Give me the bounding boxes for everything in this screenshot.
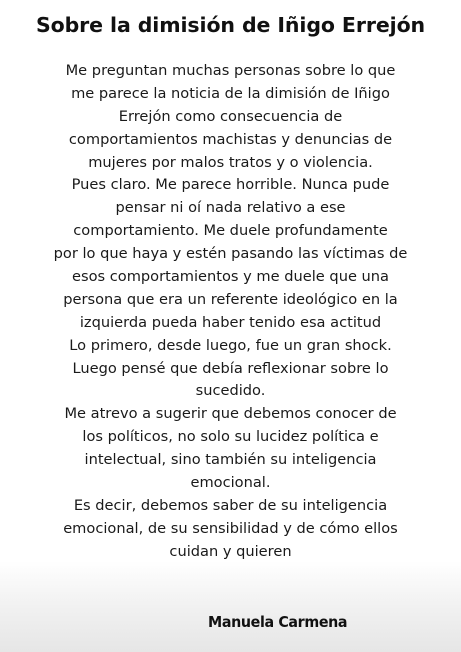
document-title: Sobre la dimisión de Iñigo Errejón — [35, 13, 426, 37]
body-line: Pues claro. Me parece horrible. Nunca pude — [71, 176, 390, 194]
body-line: esos comportamientos y me duele que una — [71, 268, 389, 286]
body-line: intelectual, sino también su inteligencia — [84, 451, 377, 469]
body-line: pensar ni oí nada relativo a ese — [115, 199, 346, 217]
body-line: Luego pensé que debía reflexionar sobre lo — [72, 359, 389, 377]
body-line: Errejón como consecuencia de — [118, 107, 343, 125]
body-line: emocional, de su sensibilidad y de cómo ellos — [63, 519, 398, 537]
document-body — [12, 60, 449, 564]
body-line: izquierda pueda haber tenido esa actitud — [79, 313, 382, 331]
body-line: Me preguntan muchas personas sobre lo que — [65, 62, 396, 79]
author-signature: Manuela Carmena — [208, 613, 348, 631]
body-line: mujeres por malos tratos y o violencia. — [88, 153, 373, 171]
body-line: Lo primero, desde luego, fue un gran shock. — [69, 336, 392, 354]
body-line: sucedido. — [195, 382, 266, 400]
body-line: cuidan y quieren — [169, 542, 292, 560]
body-line: comportamientos machistas y denuncias de — [68, 130, 393, 148]
body-line: me parece la noticia de la dimisión de Iñigo — [71, 84, 390, 102]
body-line: los políticos, no solo su lucidez política e — [82, 428, 379, 446]
body-line: emocional. — [190, 474, 271, 492]
body-line: por lo que haya y estén pasando las víctimas de — [53, 245, 408, 263]
body-line: Me atrevo a sugerir que debemos conocer de — [64, 405, 397, 423]
body-line: comportamiento. Me duele profundamente — [73, 222, 388, 240]
body-line: Es decir, debemos saber de su inteligencia — [73, 496, 388, 514]
body-line: persona que era un referente ideológico en la — [63, 290, 398, 308]
